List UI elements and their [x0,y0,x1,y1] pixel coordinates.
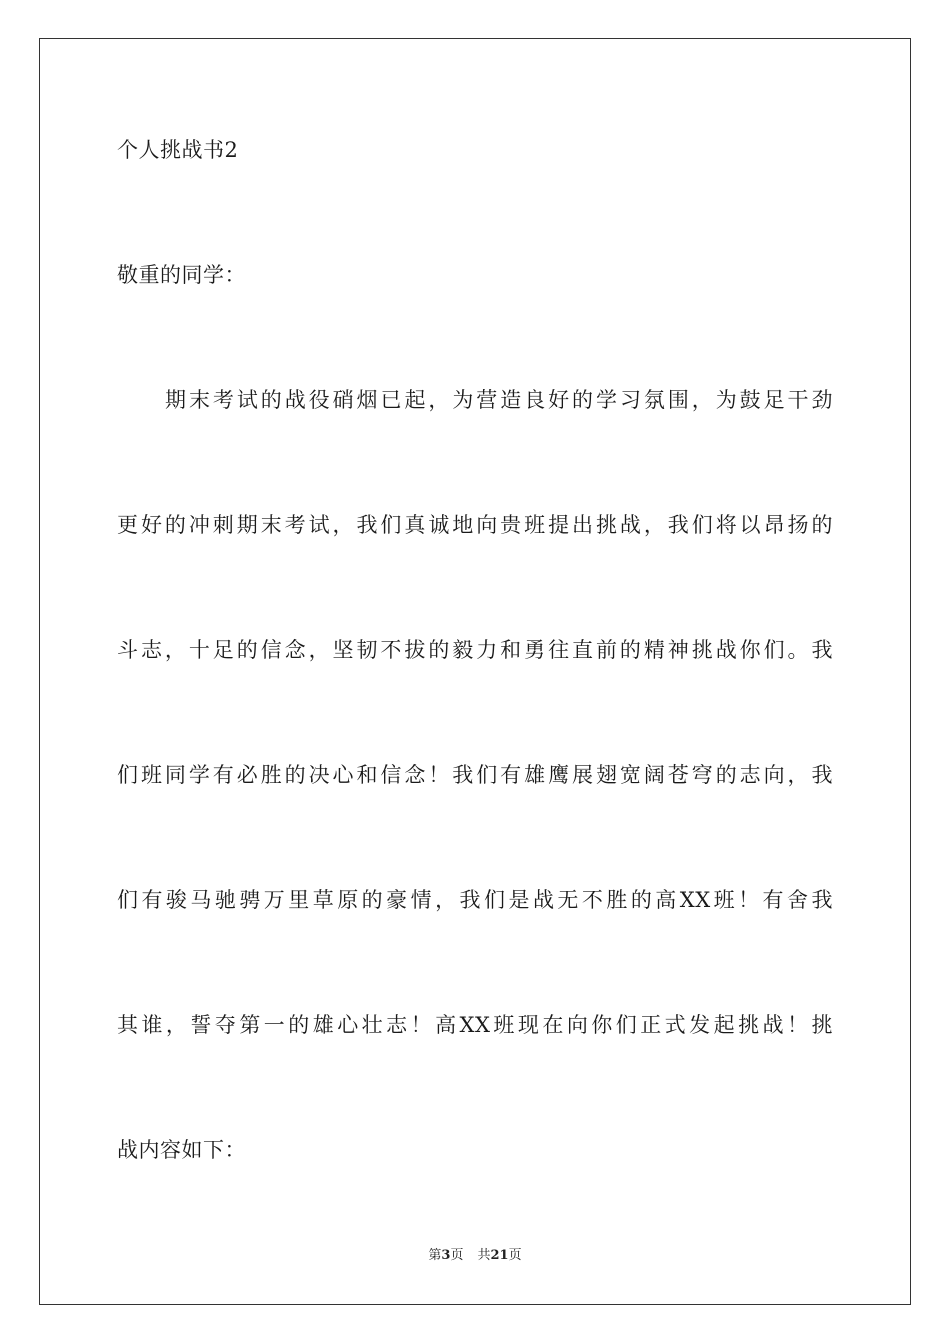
body-line-5: 们有骏马驰骋万里草原的豪情，我们是战无不胜的高XX班！有舍我 [117,888,833,912]
body-line-6: 其谁，誓夺第一的雄心壮志！高XX班现在向你们正式发起挑战！挑 [117,1013,833,1037]
body-line-2: 更好的冲刺期末考试，我们真诚地向贵班提出挑战，我们将以昂扬的 [117,513,833,537]
page-current: 3 [441,1248,451,1263]
page-total: 21 [490,1248,509,1263]
body-line-4: 们班同学有必胜的决心和信念！我们有雄鹰展翅宽阔苍穹的志向，我 [117,763,833,787]
page-suffix: 页 [450,1248,464,1263]
total-prefix: 共 [477,1248,491,1263]
page-frame [39,38,911,1305]
document-title: 个人挑战书2 [117,138,239,162]
body-line-7: 战内容如下： [117,1138,246,1162]
body-line-3: 斗志，十足的信念，坚韧不拔的毅力和勇往直前的精神挑战你们。我 [117,638,833,662]
page-prefix: 第 [428,1248,442,1263]
page-footer [0,1247,950,1265]
total-suffix: 页 [508,1248,522,1263]
salutation: 敬重的同学： [117,263,246,287]
body-line-1: 期末考试的战役硝烟已起，为营造良好的学习氛围，为鼓足干劲 [165,388,833,412]
